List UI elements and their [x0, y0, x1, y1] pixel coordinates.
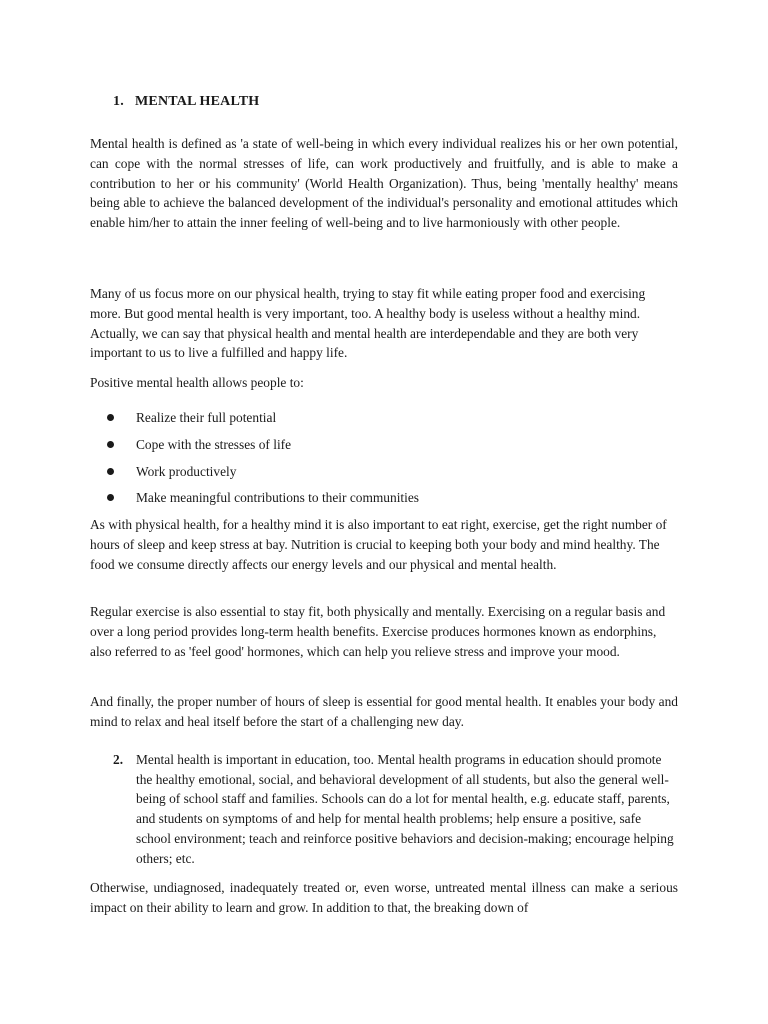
- list-lead-paragraph: Positive mental health allows people to:: [90, 375, 304, 390]
- bullet-icon: [107, 414, 114, 421]
- focus-paragraph: Many of us focus more on our physical health, trying to stay fit while eating proper food and exercising more. But good mental health is very important, too. A healthy body is useless without a healthy mind. Actually, we can say that physical health and mental health are interdependable and they are both very important to us to live a fulfilled and happy life.: [90, 286, 646, 361]
- bullet-icon: [107, 494, 114, 501]
- physical-health-paragraph: As with physical health, for a healthy mind it is also important to eat right, exercise, get the right number of hours of sleep and keep stress at bay. Nutrition is crucial to keeping both your body and mind healthy. The food we consume directly affects our energy levels and our physical and mental health.: [90, 517, 667, 572]
- item-number: 2.: [113, 752, 124, 767]
- sleep-paragraph: And finally, the proper number of hours of sleep is essential for good mental health. It enables your body and mind to relax and heal itself before the start of a challenging new day.: [90, 694, 678, 729]
- list-item-text: Cope with the stresses of life: [136, 436, 292, 452]
- list-item: [90, 462, 678, 489]
- list-item-text: Work productively: [136, 463, 237, 479]
- list-item: [90, 488, 678, 515]
- intro-paragraph: Mental health is defined as 'a state of well-being in which every individual realizes his or her own potential, can cope with the normal stresses of life, can work productively and fruitfully, and is able to make a contribution to her or his community' (World Health Organization). Thus, being 'mentally healthy' means being able to achieve the balanced development of the individual's personality and emotional attitudes which enable him/her to attain the inner feeling of well-being and to live harmoniously with other people.: [90, 136, 678, 231]
- numbered-item-education: [113, 750, 678, 868]
- list-item-text: Realize their full potential: [136, 410, 277, 425]
- section-number: 1.: [113, 94, 124, 109]
- list-item-text: Make meaningful contributions to their communities: [136, 490, 420, 506]
- benefits-list: [90, 408, 678, 515]
- bullet-icon: [107, 441, 114, 448]
- exercise-paragraph: Regular exercise is also essential to stay fit, both physically and mentally. Exercising on a regular basis and over a long period provides long-term health benefits. Exercise produces hormones known as endorphins, also referred to as 'feel good' hormones, which can help you relieve stress and improve your mood.: [90, 604, 666, 659]
- list-item: [90, 408, 678, 435]
- section-title: MENTAL HEALTH: [135, 94, 260, 109]
- education-paragraph: Mental health is important in education, too. Mental health programs in education should promote the healthy emotional, social, and behavioral development of all students, but also the general well-being of school staff and families. Schools can do a lot for mental health, e.g. educate staff, parents, and students on symptoms of and help for mental health problems; help ensure a positive, safe school environment; teach and reinforce positive behaviors and decision-making; encourage helping others; etc.: [136, 752, 674, 866]
- section-heading: [113, 94, 259, 110]
- bullet-icon: [107, 468, 114, 475]
- otherwise-paragraph: Otherwise, undiagnosed, inadequately treated or, even worse, untreated mental illness can make a serious impact on their ability to learn and grow. In addition to that, the breaking down of: [90, 880, 678, 915]
- list-item: [90, 435, 678, 462]
